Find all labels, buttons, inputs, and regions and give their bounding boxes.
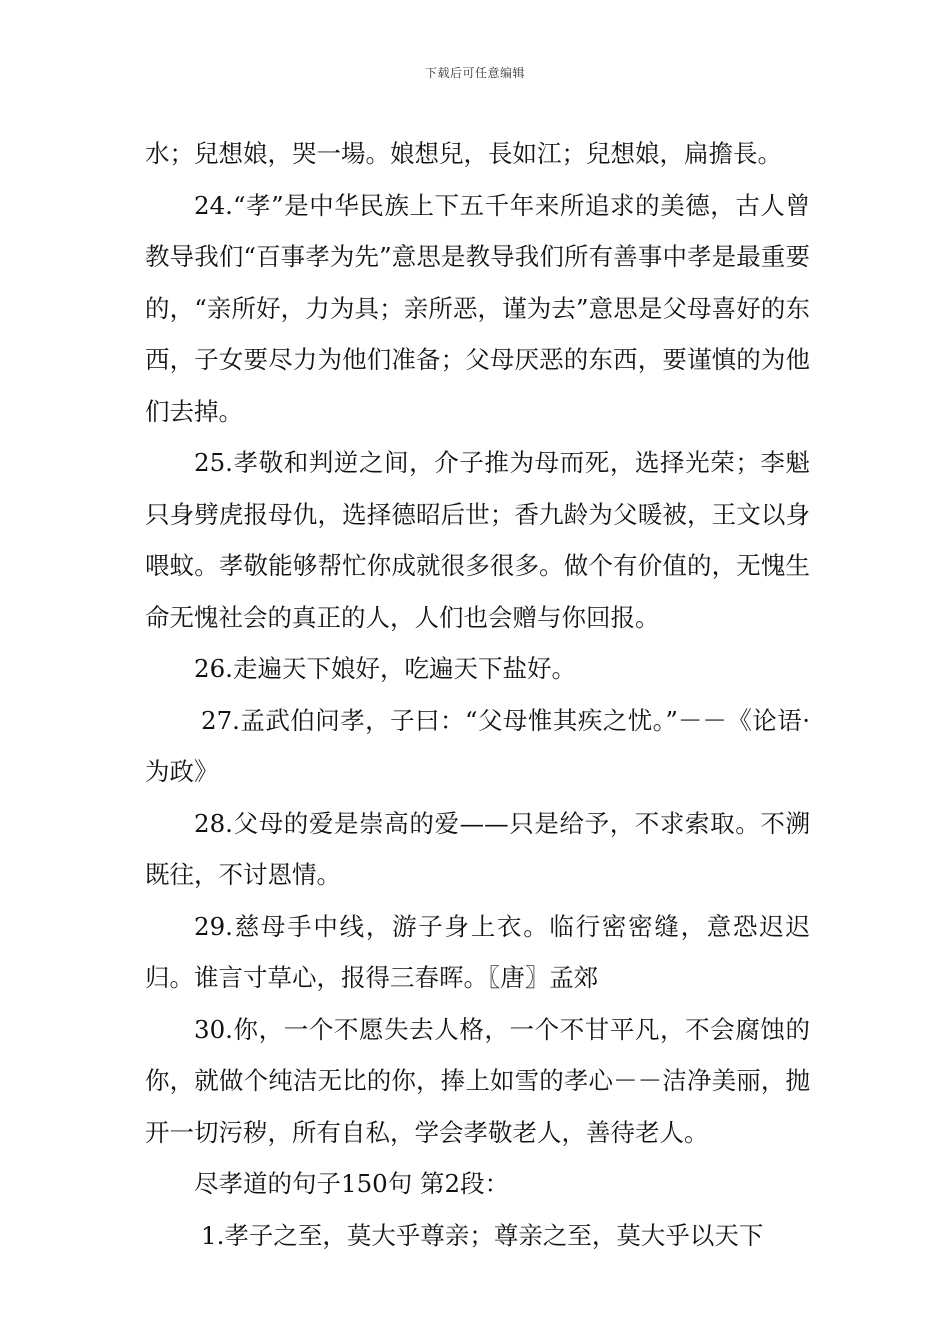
- document-body: [145, 128, 810, 1261]
- paragraph-29: 29.慈母手中线，游子身上衣。临行密密缝，意恐迟迟归。谁言寸草心，报得三春晖。〖唐〗孟郊: [145, 911, 810, 992]
- paragraph-25: 25.孝敬和判逆之间，介子推为母而死，选择光荣；李魁只身劈虎报母仇，选择德昭后世；香九龄为父暖被，王文以身喂蚊。孝敬能够帮忙你成就很多很多。做个有价值的，无愧生命无愧社会的真正的人，人们也会赠与你回报。: [145, 448, 810, 632]
- paragraph-30: 30.你，一个不愿失去人格，一个不甘平凡，不会腐蚀的你，就做个纯洁无比的你，捧上如雪的孝心－－洁净美丽，抛开一切污秽，所有自私，学会孝敬老人，善待老人。: [145, 1014, 810, 1147]
- page-header: 下载后可任意编辑: [424, 66, 525, 80]
- paragraph-26: 26.走遍天下娘好，吃遍天下盐好。: [194, 654, 576, 683]
- section-heading: 尽孝道的句子150句 第2段：: [194, 1169, 510, 1198]
- paragraph-continuation: 水；兒想娘，哭一場。娘想兒，長如江；兒想娘，扁擔長。: [145, 139, 782, 168]
- paragraph-24: 24.“孝”是中华民族上下五千年来所追求的美德，古人曾教导我们“百事孝为先”意思是教导我们所有善事中孝是最重要的，“亲所好，力为具；亲所恶，谨为去”意思是父母喜好的东西，子女要尽力为他们准备；父母厌恶的东西，要谨慎的为他们去掉。: [145, 190, 810, 426]
- paragraph-1: 1.孝子之至，莫大乎尊亲；尊亲之至，莫大乎以天下: [201, 1220, 764, 1250]
- paragraph-27: 27.孟武伯问孝，子曰：“父母惟其疾之忧。”－－《论语·为政》: [145, 705, 810, 786]
- paragraph-28: 28.父母的爱是崇高的爱——只是给予，不求索取。不溯既往，不讨恩情。: [145, 808, 810, 889]
